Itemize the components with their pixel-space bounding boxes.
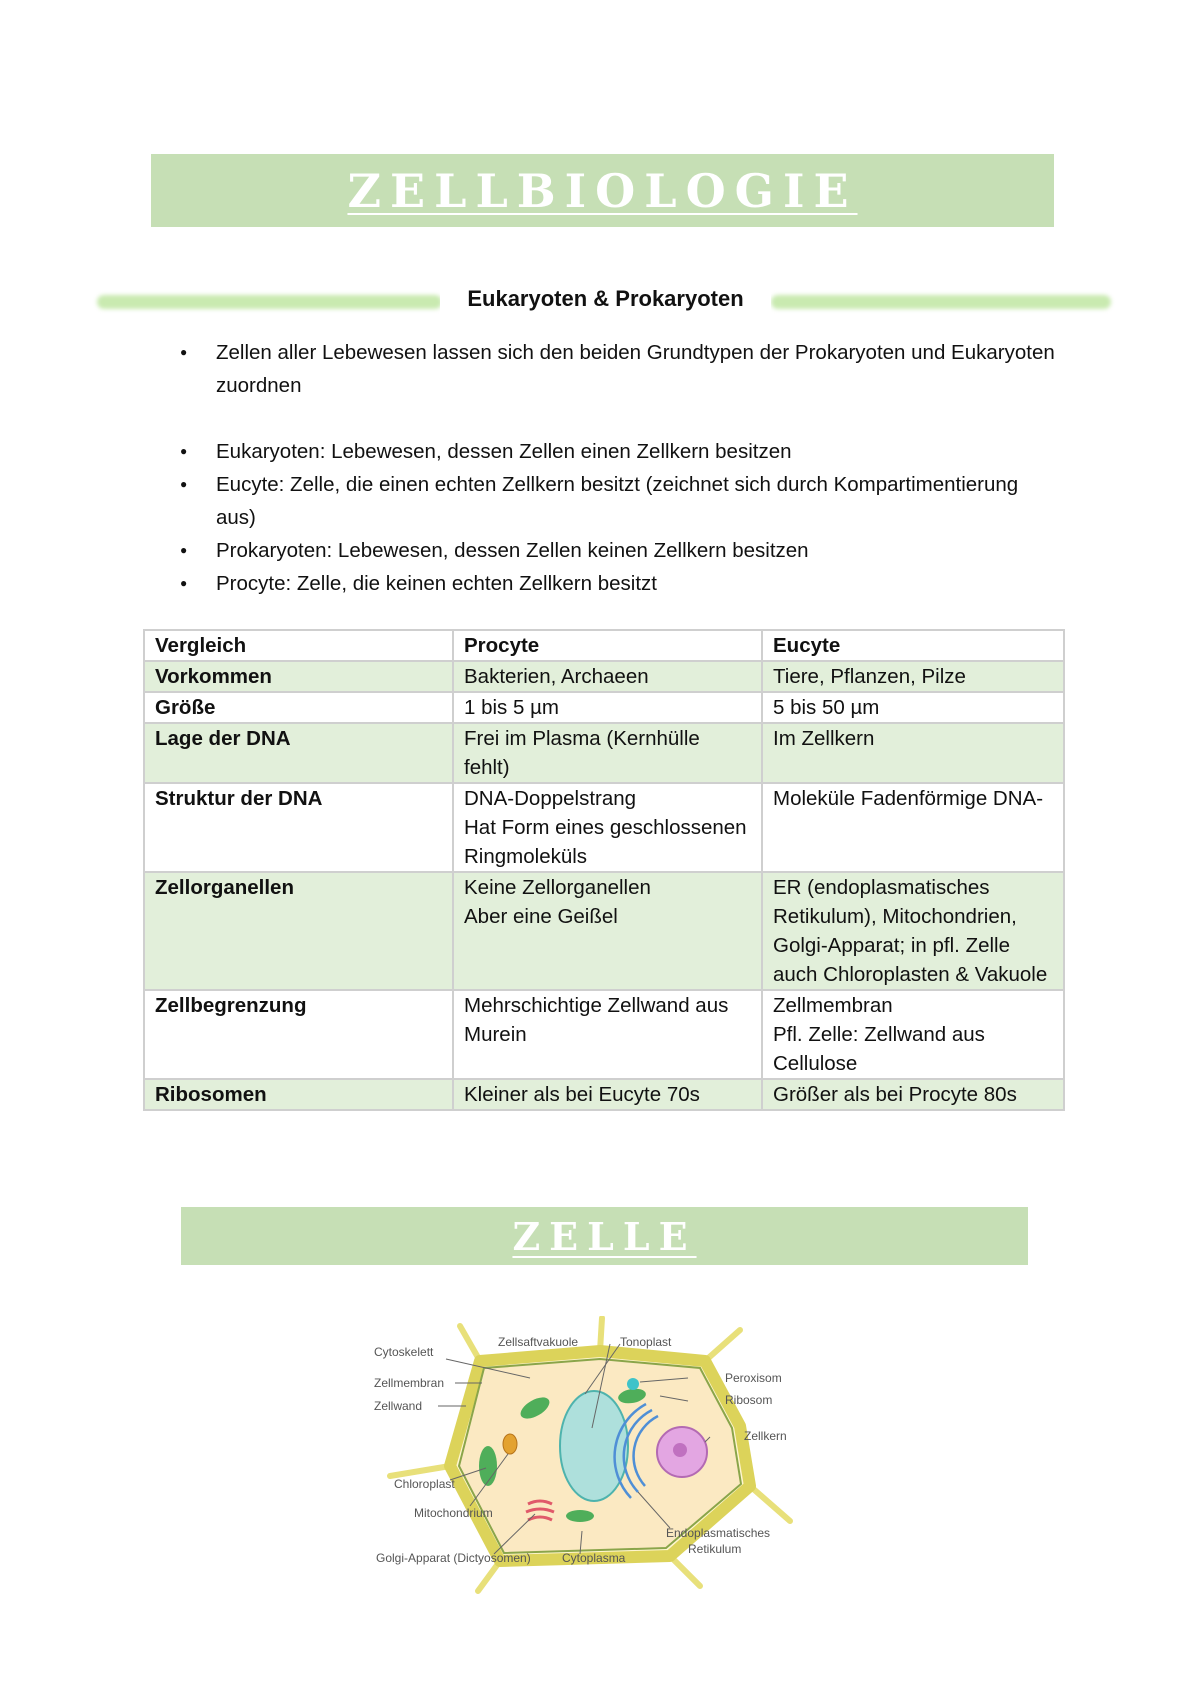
nucleolus [673, 1443, 687, 1457]
table-row [144, 723, 1064, 783]
table-row [144, 1079, 1064, 1110]
table-cell: 5 bis 50 µm [762, 692, 1064, 723]
table-header-cell: Eucyte [762, 630, 1064, 661]
table-cell: Frei im Plasma (Kernhülle fehlt) [453, 723, 762, 783]
table-row-label: Zellbegrenzung [144, 990, 453, 1079]
chloroplast-4 [566, 1510, 594, 1522]
vacuole [560, 1391, 628, 1501]
section-heading: Eukaryoten & Prokaryoten [440, 283, 771, 315]
page-title: ZELLBIOLOGIE [347, 163, 858, 218]
table-row [144, 783, 1064, 872]
plant-cell-diagram [370, 1316, 840, 1596]
table-row [144, 872, 1064, 990]
label-golgi: Golgi-Apparat (Dictyosomen) [376, 1551, 531, 1565]
list-item: ● Eucyte: Zelle, die einen echten Zellkern besitzt (zeichnet sich durch Kompartimentierung aus) [180, 468, 1060, 534]
label-cytoskelett: Cytoskelett [374, 1345, 434, 1359]
label-zellwand: Zellwand [374, 1399, 423, 1413]
label-zellsaftvakuole: Zellsaftvakuole [498, 1335, 579, 1349]
label-er: Endoplasmatisches [666, 1526, 771, 1540]
table-header-row [144, 630, 1064, 661]
comparison-table [143, 629, 1065, 1111]
label-zellmembran: Zellmembran [374, 1376, 445, 1390]
label-mitochondrium: Mitochondrium [414, 1506, 493, 1520]
table-cell: Im Zellkern [762, 723, 1064, 783]
table-cell: Moleküle Fadenförmige DNA- [762, 783, 1064, 872]
table-header-cell: Vergleich [144, 630, 453, 661]
section-heading-row [95, 283, 1115, 317]
table-cell: DNA-Doppelstrang Hat Form eines geschlossenen Ringmoleküls [453, 783, 762, 872]
heading-highlight-right [771, 295, 1111, 309]
section-banner [181, 1207, 1028, 1265]
table-cell: ER (endoplasmatisches Retikulum), Mitochondrien, Golgi-Apparat; in pfl. Zelle auch Chloroplasten & Vakuole [762, 872, 1064, 990]
table-row [144, 661, 1064, 692]
table-cell: Mehrschichtige Zellwand aus Murein [453, 990, 762, 1079]
peroxisome [627, 1378, 639, 1390]
label-zellkern: Zellkern [744, 1429, 787, 1443]
list-item: ● Prokaryoten: Lebewesen, dessen Zellen keinen Zellkern besitzen [180, 534, 1060, 567]
table-cell: Kleiner als bei Eucyte 70s [453, 1079, 762, 1110]
list-item: ● Procyte: Zelle, die keinen echten Zellkern besitzt [180, 567, 1060, 600]
label-ribosom: Ribosom [725, 1393, 773, 1407]
list-item: ● Eukaryoten: Lebewesen, dessen Zellen einen Zellkern besitzen [180, 435, 1060, 468]
table-row-label: Zellorganellen [144, 872, 453, 990]
table-cell: 1 bis 5 µm [453, 692, 762, 723]
label-tonoplast: Tonoplast [620, 1335, 672, 1349]
table-cell: Größer als bei Procyte 80s [762, 1079, 1064, 1110]
label-er-2: Retikulum [688, 1542, 742, 1556]
table-row-label: Größe [144, 692, 453, 723]
table-row [144, 990, 1064, 1079]
table-row-label: Struktur der DNA [144, 783, 453, 872]
table-cell: Tiere, Pflanzen, Pilze [762, 661, 1064, 692]
table-row [144, 692, 1064, 723]
table-row-label: Ribosomen [144, 1079, 453, 1110]
heading-highlight-left [97, 295, 442, 309]
plant-cell-svg [370, 1316, 840, 1596]
table-cell: Bakterien, Archaeen [453, 661, 762, 692]
table-cell: Zellmembran Pfl. Zelle: Zellwand aus Cellulose [762, 990, 1064, 1079]
title-banner [151, 154, 1054, 227]
label-peroxisom: Peroxisom [725, 1371, 782, 1385]
table-row-label: Vorkommen [144, 661, 453, 692]
label-chloroplast: Chloroplast [394, 1477, 455, 1491]
table-header-cell: Procyte [453, 630, 762, 661]
table-cell: Keine Zellorganellen Aber eine Geißel [453, 872, 762, 990]
label-cytoplasma: Cytoplasma [562, 1551, 626, 1565]
chloroplast-3 [479, 1446, 497, 1486]
mitochondrion [503, 1434, 517, 1454]
list-item: ● Zellen aller Lebewesen lassen sich den beiden Grundtypen der Prokaryoten und Eukaryoten zuordnen [180, 336, 1060, 402]
table-row-label: Lage der DNA [144, 723, 453, 783]
section-title: ZELLE [512, 1213, 697, 1259]
bullet-list [180, 336, 1060, 600]
